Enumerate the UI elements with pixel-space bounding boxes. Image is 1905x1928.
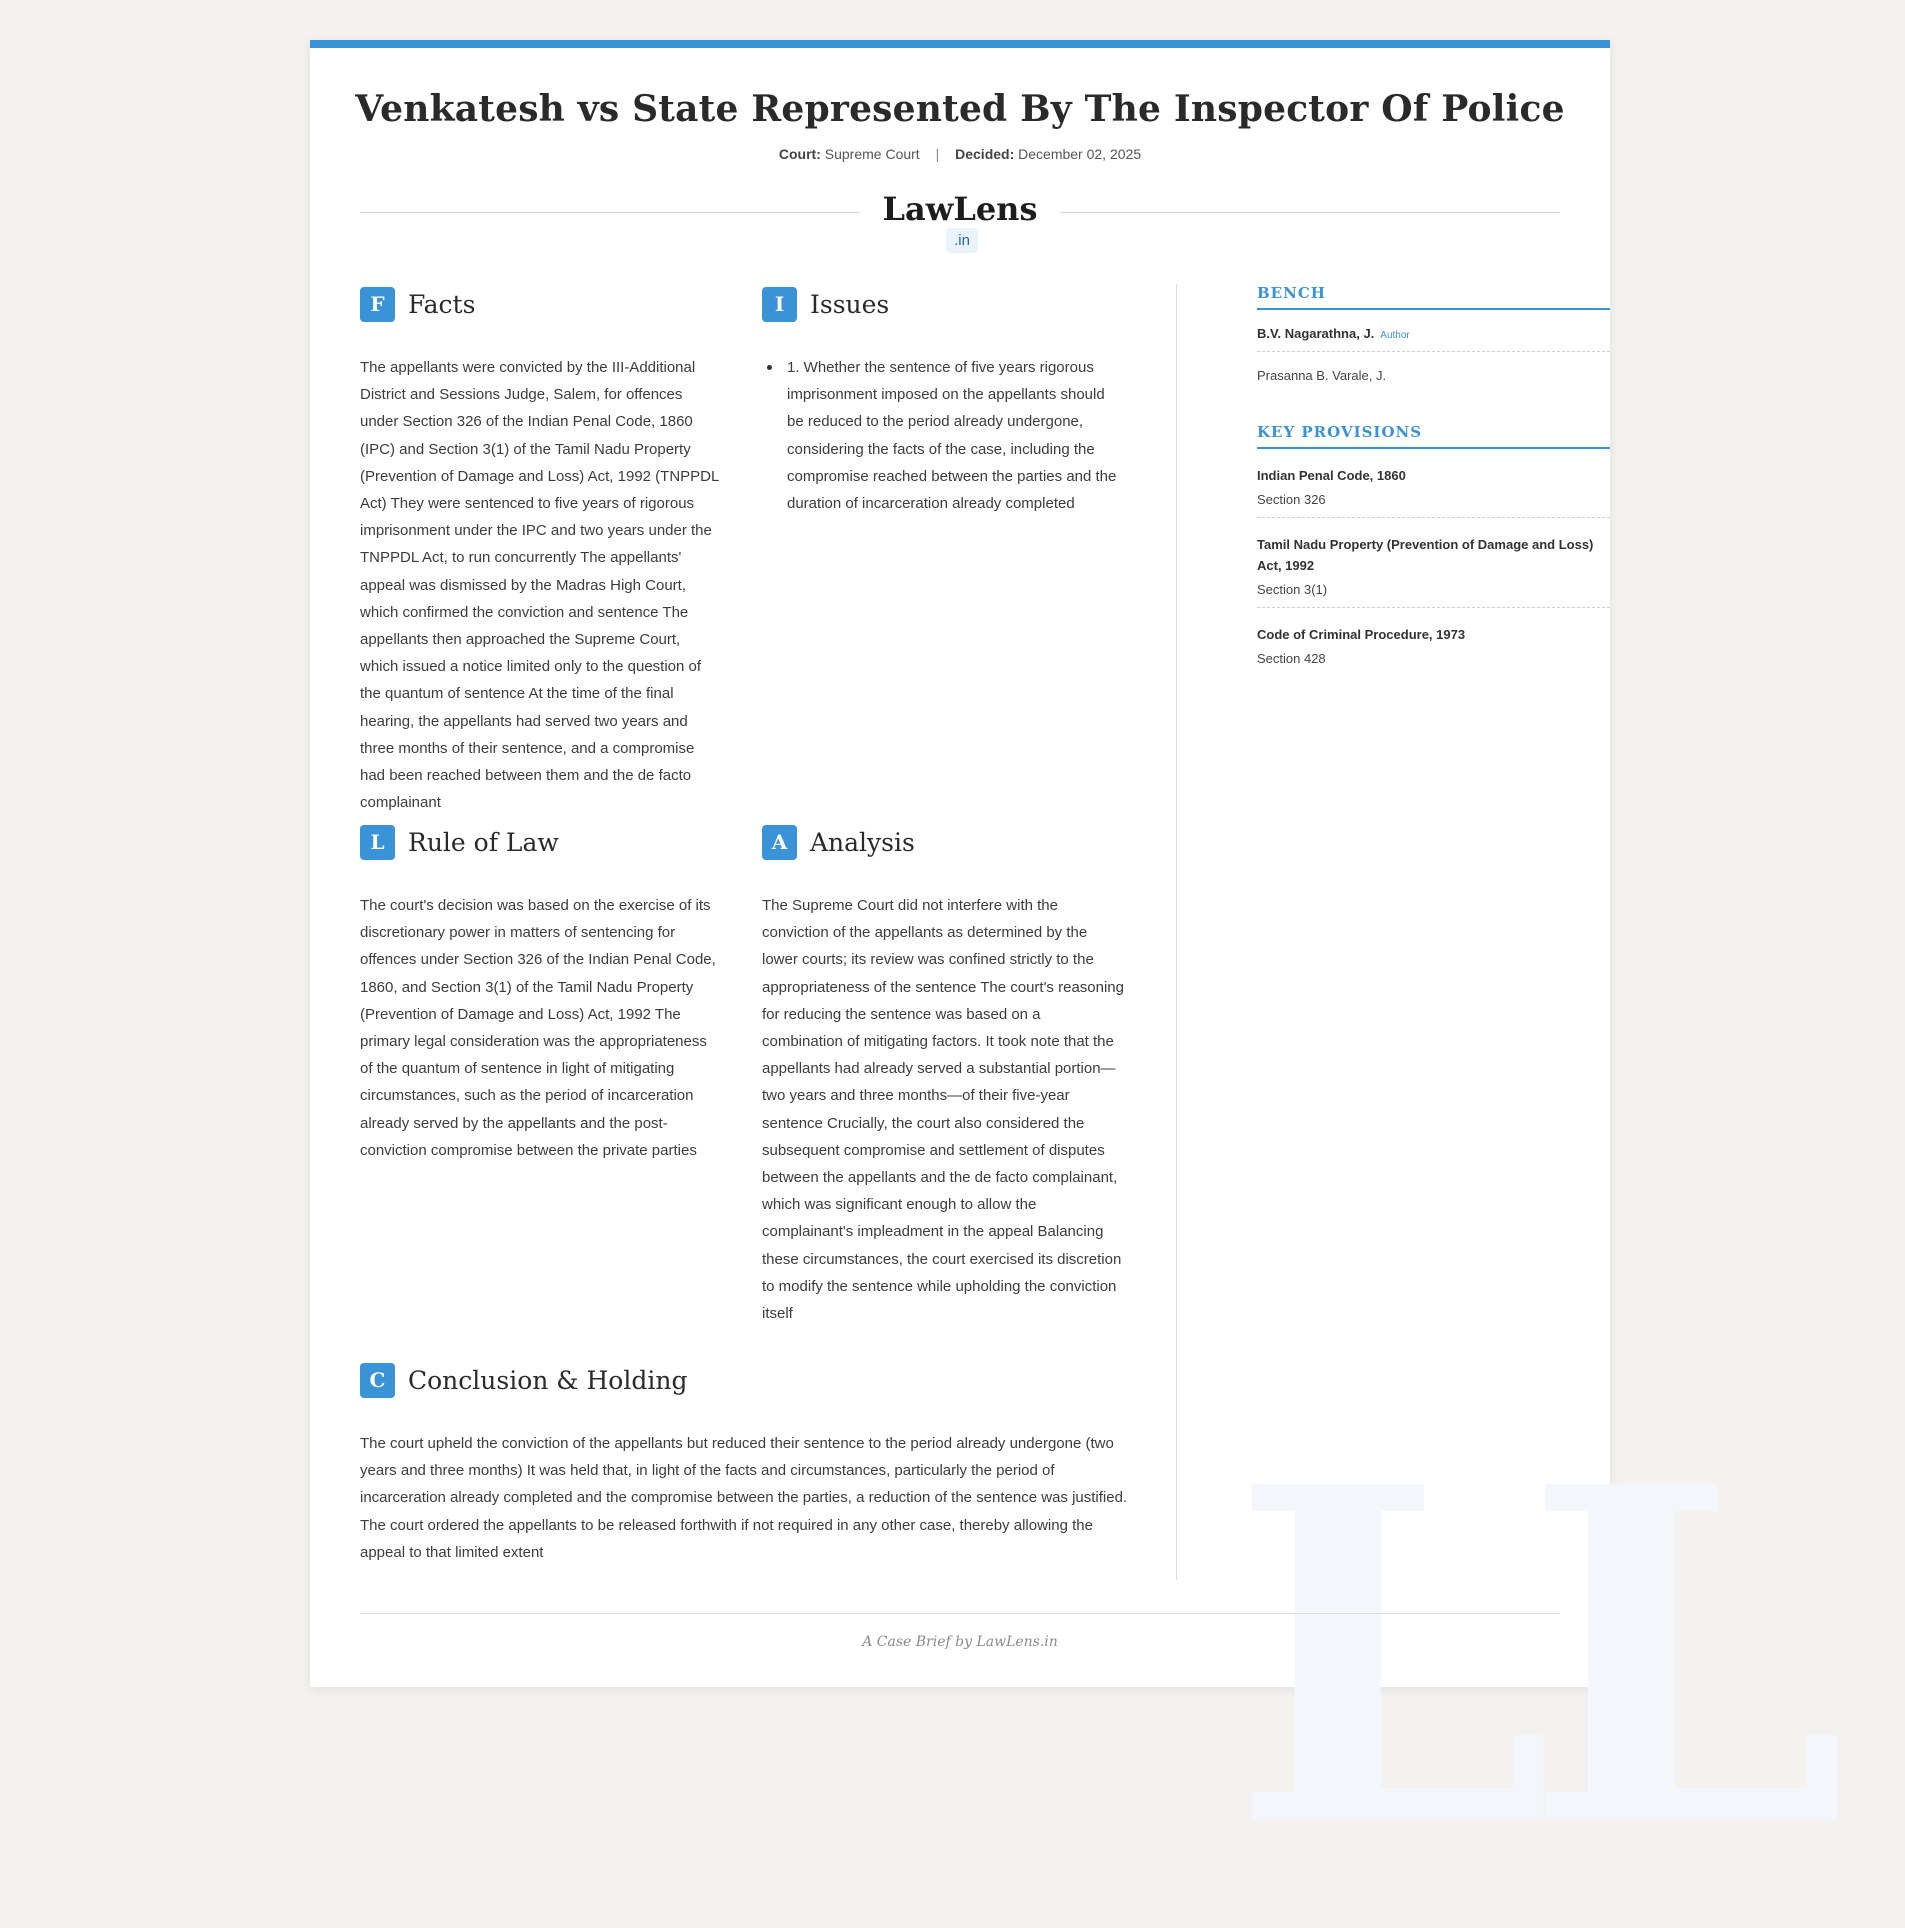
footer-text: A Case Brief by LawLens.in (862, 1634, 1058, 1650)
brand-row (360, 190, 1560, 249)
decided-value: December 02, 2025 (1018, 146, 1142, 162)
section-letter-badge: F (360, 287, 395, 322)
rule-of-law-body: The court's decision was based on the exercise of its discretionary power in matters of sentencing for offences under Section 326 of the Indian Penal Code, 1860, and Section 3(1) of the Tamil Nadu Property (Prevention of Damage and Loss) Act, 1992 The primary legal consideration was the appropriateness of the quantum of sentence in light of mitigating circumstances, such as the period of incarceration already served by the appellants and the post-conviction compromise between the private parties (360, 897, 716, 1159)
conclusion-body: The court upheld the conviction of the appellants but reduced their sentence to the period already undergone (two years and three months) It was held that, in light of the facts and circumstances, particularly the period of incarceration already completed and the compromise between the parties, a reduction of the sentence was justified. The court ordered the appellants to be released forthwith if not required in any other case, thereby allowing the appeal to that limited extent (360, 1435, 1128, 1561)
section-title: Analysis (810, 827, 915, 857)
provision-section: Section 3(1) (1257, 582, 1328, 597)
section-letter-badge: C (360, 1363, 395, 1398)
issues-body (762, 354, 1124, 517)
section-header (762, 822, 1124, 862)
section-title: Issues (810, 289, 890, 319)
watermark-logo: LL (1230, 1388, 1817, 1928)
divider (1060, 212, 1560, 213)
analysis-body: The Supreme Court did not interfere with the conviction of the appellants as determined by the lower courts; its review was confined strictly to the appropriateness of the sentence The court's reasoning for reducing the sentence was based on a combination of mitigating factors. It took note that the appellants had already served a substantial portion—two years and three months—of their five-year sentence Crucially, the court also considered the subsequent compromise and settlement of disputes between the appellants and the de facto complainant, which was significant enough to allow the complainant's impleadment in the appeal Balancing these circumstances, the court exercised its discretion to modify the sentence while upholding the conviction itself (762, 897, 1124, 1323)
page-title: Venkatesh vs State Represented By The Inspector Of Police (355, 88, 1565, 130)
judge-name: Prasanna B. Varale, J. (1257, 368, 1387, 383)
sidebar (1257, 284, 1610, 676)
rule-of-law-section (360, 822, 722, 1164)
decided-label: Decided: (955, 146, 1015, 162)
section-title: Rule of Law (408, 827, 559, 857)
section-letter-badge: A (762, 825, 797, 860)
case-meta (310, 146, 1610, 162)
issues-section (762, 284, 1124, 517)
provision-name: Code of Criminal Procedure, 1973 (1257, 627, 1466, 642)
case-brief-page (310, 40, 1817, 1928)
court-value: Supreme Court (824, 146, 920, 162)
issue-item: 1. Whether the sentence of five years rigorous imprisonment imposed on the appellants should be reduced to the period already undergone, considering the facts of the case, including the compromise reached between the parties and the duration of incarceration already completed (767, 354, 1124, 517)
section-header (360, 1360, 1140, 1400)
provision-item (1257, 449, 1610, 518)
bench-judge (1257, 352, 1610, 393)
divider (360, 212, 860, 213)
case-header (310, 48, 1610, 162)
bench-heading: BENCH (1257, 284, 1610, 310)
issues-list (762, 354, 1124, 517)
author-tag: Author (1380, 330, 1410, 341)
bench-judge-author (1257, 310, 1610, 352)
provision-section: Section 428 (1257, 651, 1326, 666)
provision-section: Section 326 (1257, 492, 1326, 507)
provision-name: Tamil Nadu Property (Prevention of Damage and Loss) Act, 1992 (1257, 537, 1594, 573)
section-letter-badge: I (762, 287, 797, 322)
section-letter-badge: L (360, 825, 395, 860)
brand-logo (874, 190, 1046, 249)
brand-name: LawLens (882, 190, 1038, 228)
provision-item (1257, 608, 1610, 676)
sidebar-divider (1176, 284, 1177, 1580)
section-title: Conclusion & Holding (408, 1365, 688, 1395)
provisions-heading: KEY PROVISIONS (1257, 423, 1610, 449)
court-label: Court: (778, 146, 821, 162)
section-header (360, 284, 722, 324)
section-title: Facts (408, 289, 476, 319)
meta-separator: | (935, 146, 940, 162)
analysis-section (762, 822, 1124, 1327)
facts-section (360, 284, 722, 816)
conclusion-section (360, 1360, 1140, 1566)
judge-name: B.V. Nagarathna, J. (1257, 326, 1375, 341)
brand-badge: .in (946, 228, 978, 253)
footer (360, 1613, 1560, 1650)
provision-name: Indian Penal Code, 1860 (1257, 468, 1406, 483)
provision-item (1257, 518, 1610, 608)
section-header (762, 284, 1124, 324)
facts-body: The appellants were convicted by the III-Additional District and Sessions Judge, Salem, for offences under Section 326 of the Indian Penal Code, 1860 (IPC) and Section 3(1) of the Tamil Nadu Property (Prevention of Damage and Loss) Act, 1992 (TNPPDL Act) They were sentenced to five years of rigorous imprisonment under the IPC and two years under the TNPPDL Act, to run concurrently The appellants' appeal was dismissed by the Madras High Court, which confirmed the conviction and sentence The appellants then approached the Supreme Court, which issued a notice limited only to the question of the quantum of sentence At the time of the final hearing, the appellants had served two years and three months of their sentence, and a compromise had been reached between them and the de facto complainant (360, 359, 719, 812)
section-header (360, 822, 722, 862)
